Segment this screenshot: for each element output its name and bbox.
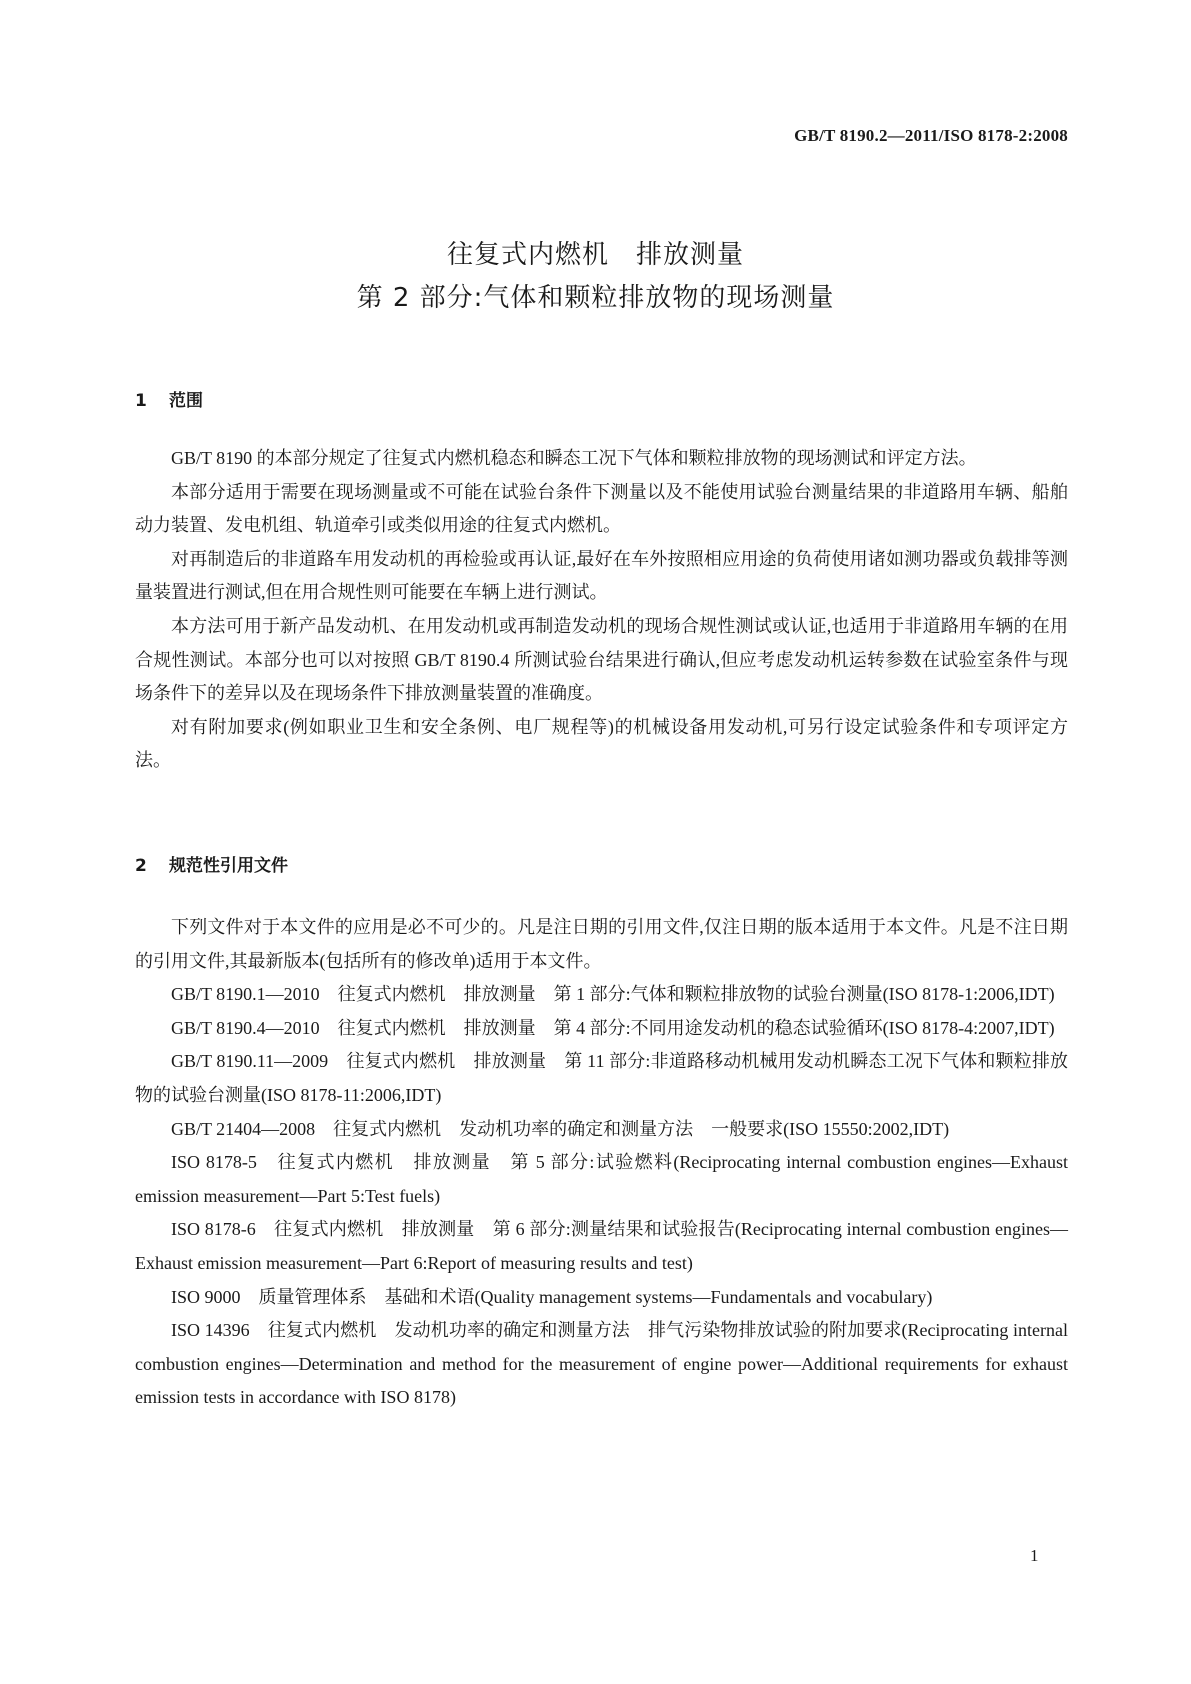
section-number: 2 (135, 856, 147, 876)
section-1-heading (135, 386, 203, 411)
section-1-body (135, 442, 1068, 778)
document-title-line1: 往复式内燃机 排放测量 (446, 240, 744, 270)
section-title: 范围 (169, 391, 203, 411)
section-number: 1 (135, 391, 147, 411)
document-title-line2: 第 2 部分:气体和颗粒排放物的现场测量 (356, 283, 835, 313)
reference-item: ISO 14396 往复式内燃机 发动机功率的确定和测量方法 排气污染物排放试验的附加要求(Reciprocating internal combustion engines—Determination and method for the measurement of engine power—Additional requirements for exhaust emission tests in accordance with ISO 8178) (135, 1320, 1068, 1408)
reference-item: GB/T 8190.1—2010 往复式内燃机 排放测量 第 1 部分:气体和颗粒排放物的试验台测量(ISO 8178-1:2006,IDT) (171, 984, 1055, 1005)
reference-item: ISO 9000 质量管理体系 基础和术语(Quality management systems—Fundamentals and vocabulary) (171, 1286, 933, 1307)
reference-item: GB/T 8190.4—2010 往复式内燃机 排放测量 第 4 部分:不同用途发动机的稳态试验循环(ISO 8178-4:2007,IDT) (171, 1017, 1055, 1038)
standard-code-header: GB/T 8190.2—2011/ISO 8178-2:2008 (794, 126, 1068, 145)
paragraph: GB/T 8190 的本部分规定了往复式内燃机稳态和瞬态工况下气体和颗粒排放物的现场测试和评定方法。 (171, 448, 977, 468)
paragraph: 下列文件对于本文件的应用是必不可少的。凡是注日期的引用文件,仅注日期的版本适用于本文件。凡是不注日期的引用文件,其最新版本(包括所有的修改单)适用于本文件。 (135, 917, 1068, 971)
reference-item: ISO 8178-6 往复式内燃机 排放测量 第 6 部分:测量结果和试验报告(Reciprocating internal combustion engines—Exhaust emission measurement—Part 6:Report of measuring results and test) (135, 1219, 1068, 1273)
paragraph: 对再制造后的非道路车用发动机的再检验或再认证,最好在车外按照相应用途的负荷使用诸如测功器或负载排等测量装置进行测试,但在用合规性则可能要在车辆上进行测试。 (135, 548, 1068, 603)
reference-item: ISO 8178-5 往复式内燃机 排放测量 第 5 部分:试验燃料(Reciprocating internal combustion engines—Exhaust emission measurement—Part 5:Test fuels) (135, 1152, 1068, 1206)
reference-item: GB/T 8190.11—2009 往复式内燃机 排放测量 第 11 部分:非道路移动机械用发动机瞬态工况下气体和颗粒排放物的试验台测量(ISO 8178-11:2006,IDT) (135, 1051, 1068, 1105)
section-2-body (135, 911, 1068, 1415)
paragraph: 对有附加要求(例如职业卫生和安全条例、电厂规程等)的机械设备用发动机,可另行设定试验条件和专项评定方法。 (135, 716, 1068, 771)
paragraph: 本部分适用于需要在现场测量或不可能在试验台条件下测量以及不能使用试验台测量结果的非道路用车辆、船舶动力装置、发电机组、轨道牵引或类似用途的往复式内燃机。 (135, 481, 1068, 536)
reference-item: GB/T 21404—2008 往复式内燃机 发动机功率的确定和测量方法 一般要求(ISO 15550:2002,IDT) (171, 1118, 950, 1139)
section-2-heading (135, 851, 288, 876)
page-number: 1 (1030, 1546, 1039, 1565)
paragraph: 本方法可用于新产品发动机、在用发动机或再制造发动机的现场合规性测试或认证,也适用于非道路用车辆的在用合规性测试。本部分也可以对按照 GB/T 8190.4 所测试验台结果进行确认,但应考虑发动机运转参数在试验室条件与现场条件下的差异以及在现场条件下排放测量装置的准确度。 (135, 615, 1068, 704)
section-title: 规范性引用文件 (169, 856, 288, 876)
